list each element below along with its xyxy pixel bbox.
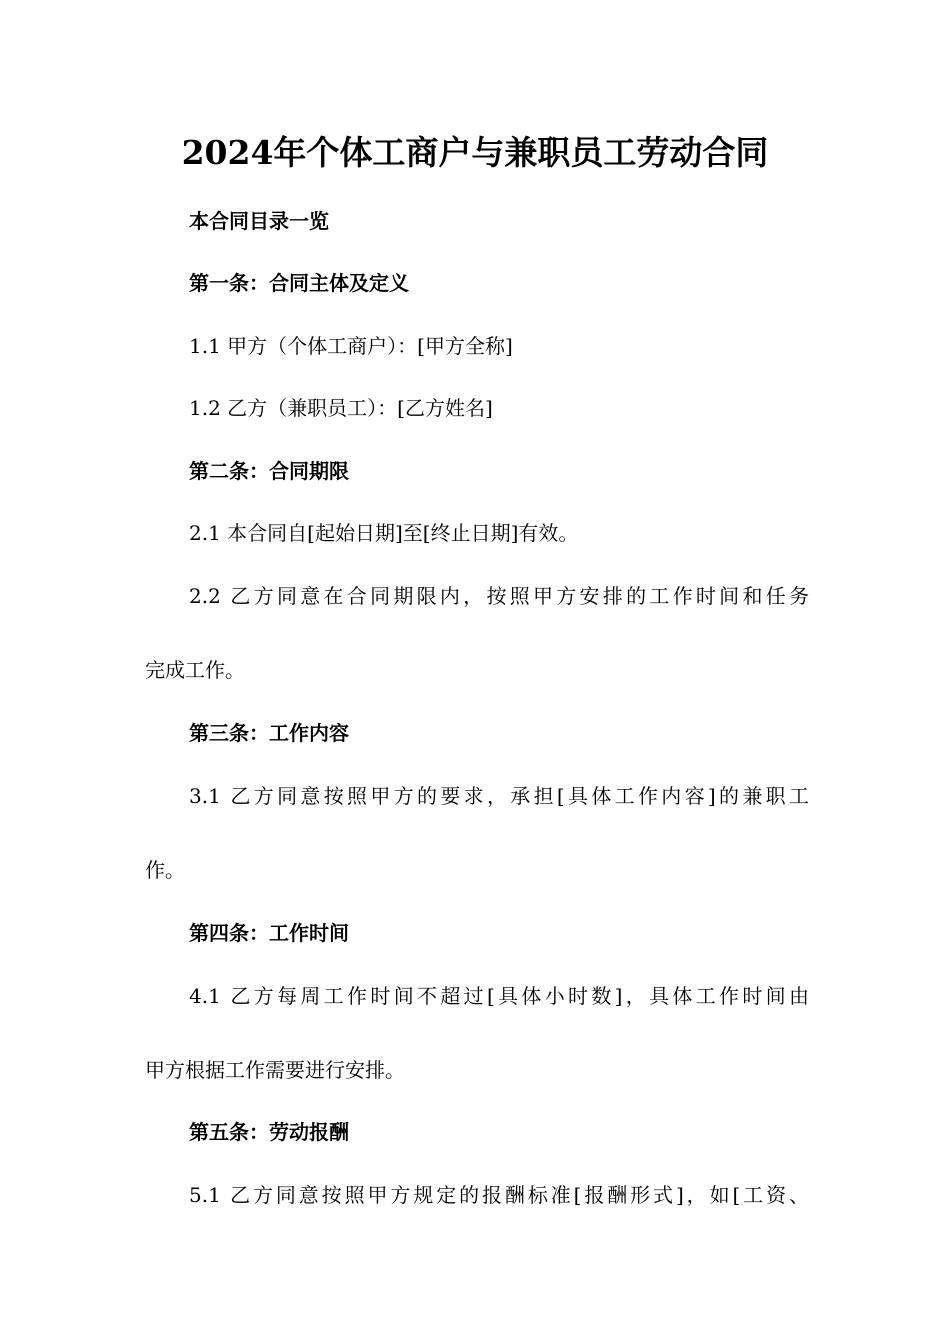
- clause-3-1-line1: 3.1 乙方同意按照甲方的要求，承担[具体工作内容]的兼职工: [189, 784, 809, 808]
- clause-1-1: 1.1 甲方（个体工商户）：[甲方全称]: [189, 334, 513, 358]
- clause-2-1: 2.1 本合同自[起始日期]至[终止日期]有效。: [189, 521, 579, 545]
- article-1-heading: 第一条：合同主体及定义: [189, 271, 409, 295]
- article-2-heading: 第二条：合同期限: [189, 459, 349, 483]
- article-5-heading: 第五条：劳动报酬: [189, 1120, 349, 1144]
- article-3-heading: 第三条：工作内容: [189, 721, 349, 745]
- clause-4-1-line1: 4.1 乙方每周工作时间不超过[具体小时数]，具体工作时间由: [189, 984, 809, 1008]
- clause-1-2: 1.2 乙方（兼职员工）：[乙方姓名]: [189, 396, 493, 420]
- article-4-heading: 第四条：工作时间: [189, 921, 349, 945]
- clause-2-2-line2: 完成工作。: [145, 658, 245, 682]
- clause-3-1-line2: 作。: [145, 858, 185, 882]
- clause-5-1-line1: 5.1 乙方同意按照甲方规定的报酬标准[报酬形式]，如[工资、: [189, 1183, 809, 1207]
- toc-heading: 本合同目录一览: [189, 209, 329, 233]
- document-title: 2024年个体工商户与兼职员工劳动合同: [181, 133, 769, 172]
- clause-2-2-line1: 2.2 乙方同意在合同期限内，按照甲方安排的工作时间和任务: [189, 584, 809, 608]
- clause-4-1-line2: 甲方根据工作需要进行安排。: [145, 1058, 405, 1082]
